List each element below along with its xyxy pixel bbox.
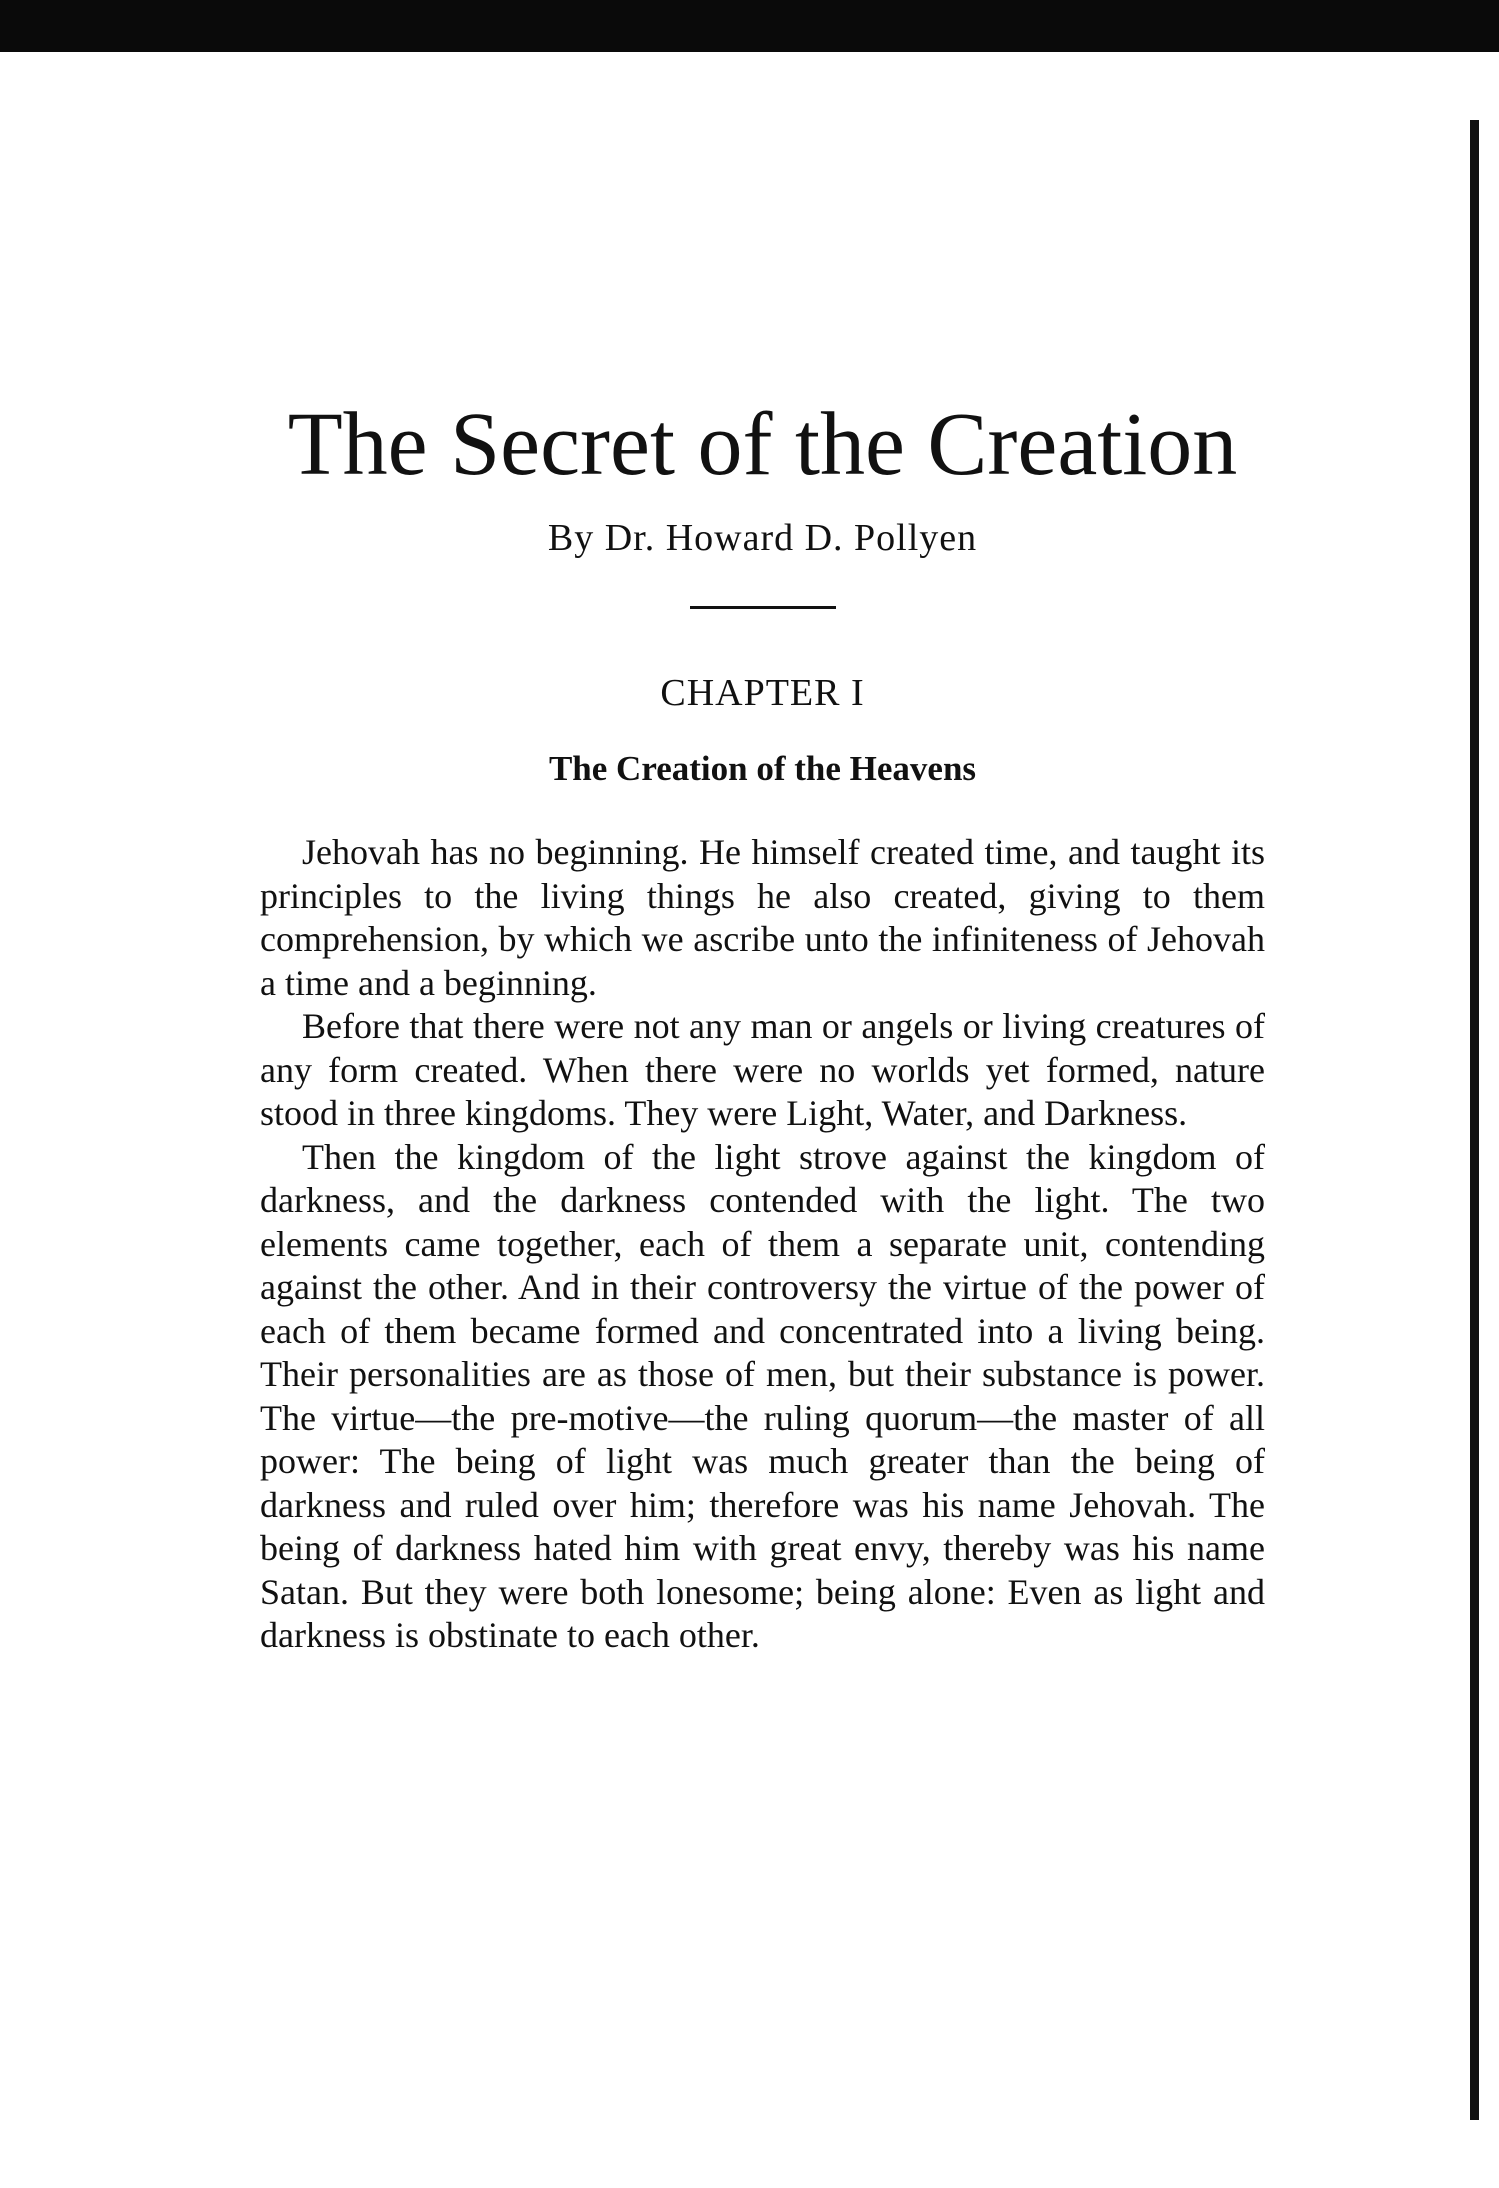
scan-top-border [0, 0, 1499, 52]
page-title: The Secret of the Creation [287, 395, 1238, 494]
scan-right-edge [1470, 120, 1479, 2120]
paragraph-3: Then the kingdom of the light strove against the kingdom of darkness, and the darkness contended with the light. The two elements came together, each of them a separate unit, contending against the other. And in their controversy the virtue of the power of each of them became formed and concentrated into a living being. Their personalities are as those of men, but their substance is power. The virtue—the pre-motive—the ruling quorum—the master of all power: The being of light was much greater than the being of darkness and ruled over him; therefore was his name Jehovah. The being of darkness hated him with great envy, thereby was his name Satan. But they were both lonesome; being alone: Even as light and darkness is obstinate to each other. [260, 1136, 1265, 1655]
body-text [260, 831, 1265, 1658]
author-byline: By Dr. Howard D. Pollyen [547, 517, 978, 559]
title-divider [690, 606, 836, 609]
page-content [260, 395, 1265, 1658]
chapter-heading: CHAPTER I [660, 672, 865, 714]
paragraph-2: Before that there were not any man or angels or living creatures of any form created. When there were no worlds yet formed, nature stood in three kingdoms. They were Light, Water, and Darkness. [260, 1006, 1265, 1133]
chapter-subtitle: The Creation of the Heavens [548, 749, 977, 788]
paragraph-1: Jehovah has no beginning. He himself created time, and taught its principles to the living things he also created, giving to them comprehension, by which we ascribe unto the infiniteness of Jehovah a time and a beginning. [260, 832, 1265, 1003]
